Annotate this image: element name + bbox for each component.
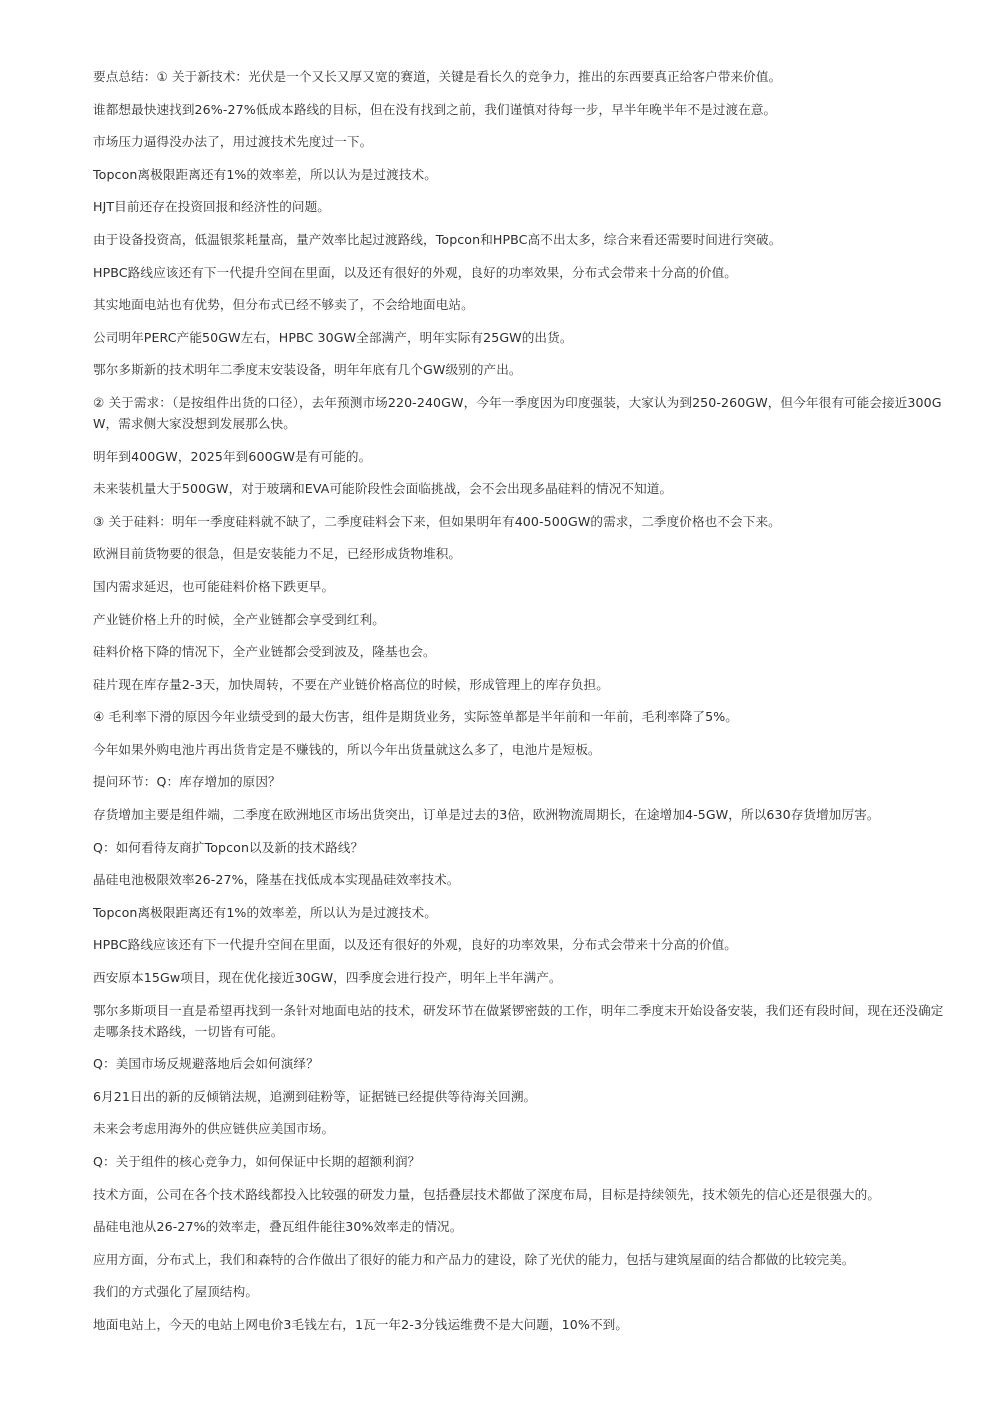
- paragraph: 公司明年PERC产能50GW左右，HPBC 30GW全部满产，明年实际有25GW的出货。: [93, 329, 573, 345]
- paragraph: 未来装机量大于500GW，对于玻璃和EVA可能阶段性会面临挑战，会不会出现多晶硅料的情况不知道。: [93, 481, 673, 497]
- paragraph: 地面电站上，今天的电站上网电价3毛钱左右，1瓦一年2-3分钱运维费不是大问题，10%不到。: [93, 1316, 629, 1332]
- paragraph: Topcon离极限距离还有1%的效率差，所以认为是过渡技术。: [93, 904, 437, 920]
- paragraph: 其实地面电站也有优势，但分布式已经不够卖了，不会给地面电站。: [93, 297, 474, 313]
- paragraph: 谁都想最快速找到26%-27%低成本路线的目标，但在没有找到之前，我们谨慎对待每一步，早半年晚半年不是过渡在意。: [93, 101, 777, 117]
- paragraph: ④ 毛利率下滑的原因今年业绩受到的最大伤害，组件是期货业务，实际签单都是半年前和一年前，毛利率降了5%。: [93, 709, 738, 725]
- paragraph: 硅料价格下降的情况下，全产业链都会受到波及，隆基也会。: [93, 644, 436, 660]
- paragraph: 国内需求延迟，也可能硅料价格下跌更早。: [93, 578, 335, 594]
- paragraph: HJT目前还存在投资回报和经济性的问题。: [93, 199, 330, 215]
- paragraph: HPBC路线应该还有下一代提升空间在里面，以及还有很好的外观，良好的功率效果，分布式会带来十分高的价值。: [93, 264, 737, 280]
- paragraph: Q：美国市场反规避落地后会如何演绎？: [93, 1056, 319, 1072]
- paragraph: 未来会考虑用海外的供应链供应美国市场。: [93, 1121, 335, 1137]
- paragraph: 晶硅电池极限效率26-27%，隆基在找低成本实现晶硅效率技术。: [93, 872, 460, 888]
- paragraph: 存货增加主要是组件端，二季度在欧洲地区市场出货突出，订单是过去的3倍，欧洲物流周期长，在途增加4-5GW，所以630存货增加厉害。: [93, 807, 880, 823]
- paragraph: HPBC路线应该还有下一代提升空间在里面，以及还有很好的外观，良好的功率效果，分布式会带来十分高的价值。: [93, 937, 737, 953]
- paragraph: 欧洲目前货物要的很急，但是安装能力不足，已经形成货物堆积。: [93, 546, 462, 562]
- paragraph: 硅片现在库存量2-3天，加快周转，不要在产业链价格高位的时候，形成管理上的库存负担。: [93, 676, 609, 692]
- paragraph: 要点总结：① 关于新技术：光伏是一个又长又厚又宽的赛道，关键是看长久的竞争力，推出的东西要真正给客户带来价值。: [93, 69, 782, 84]
- paragraph: 鄂尔多斯项目一直是希望再找到一条针对地面电站的技术，研发环节在做紧锣密鼓的工作，明年二季度末开始设备安装，我们还有段时间，现在还没确定走哪条技术路线，一切皆有可能。: [93, 1002, 944, 1039]
- paragraph: Q：如何看待友商扩Topcon以及新的技术路线？: [93, 839, 364, 855]
- paragraph: 由于设备投资高，低温银浆耗量高，量产效率比起过渡路线，Topcon和HPBC高不出太多，综合来看还需要时间进行突破。: [93, 231, 782, 247]
- paragraph: 技术方面，公司在各个技术路线都投入比较强的研发力量，包括叠层技术都做了深度布局，目标是持续领先，技术领先的信心还是很强大的。: [93, 1186, 881, 1202]
- paragraph: 提问环节：Q：库存增加的原因？: [93, 774, 281, 790]
- paragraph: 我们的方式强化了屋顶结构。: [93, 1284, 259, 1300]
- paragraph: 6月21日出的新的反倾销法规，追溯到硅粉等，证据链已经提供等待海关回溯。: [93, 1088, 537, 1104]
- paragraph: 应用方面，分布式上，我们和森特的合作做出了很好的能力和产品力的建设，除了光伏的能力，包括与建筑屋面的结合都做的比较完美。: [93, 1251, 855, 1267]
- paragraph: Topcon离极限距离还有1%的效率差，所以认为是过渡技术。: [93, 166, 437, 182]
- paragraph: 今年如果外购电池片再出货肯定是不赚钱的，所以今年出货量就这么多了，电池片是短板。: [93, 741, 601, 757]
- paragraph: 鄂尔多斯新的技术明年二季度末安装设备，明年年底有几个GW级别的产出。: [93, 362, 522, 378]
- paragraph: 晶硅电池从26-27%的效率走，叠瓦组件能往30%效率走的情况。: [93, 1219, 463, 1235]
- document-body: [93, 66, 945, 1347]
- paragraph: 产业链价格上升的时候，全产业链都会享受到红利。: [93, 611, 385, 627]
- paragraph: 市场压力逼得没办法了，用过渡技术先度过一下。: [93, 134, 373, 150]
- paragraph: ③ 关于硅料：明年一季度硅料就不缺了，二季度硅料会下来，但如果明年有400-500GW的需求，二季度价格也不会下来。: [93, 513, 781, 529]
- paragraph: ② 关于需求：（是按组件出货的口径），去年预测市场220-240GW，今年一季度因为印度强装，大家认为到250-260GW，但今年很有可能会接近300GW，需求侧大家没想到发展那么快。: [93, 394, 942, 431]
- paragraph: 明年到400GW，2025年到600GW是有可能的。: [93, 448, 372, 464]
- paragraph: 西安原本15Gw项目，现在优化接近30GW，四季度会进行投产，明年上半年满产。: [93, 970, 562, 986]
- paragraph: Q：关于组件的核心竞争力，如何保证中长期的超额利润？: [93, 1154, 421, 1169]
